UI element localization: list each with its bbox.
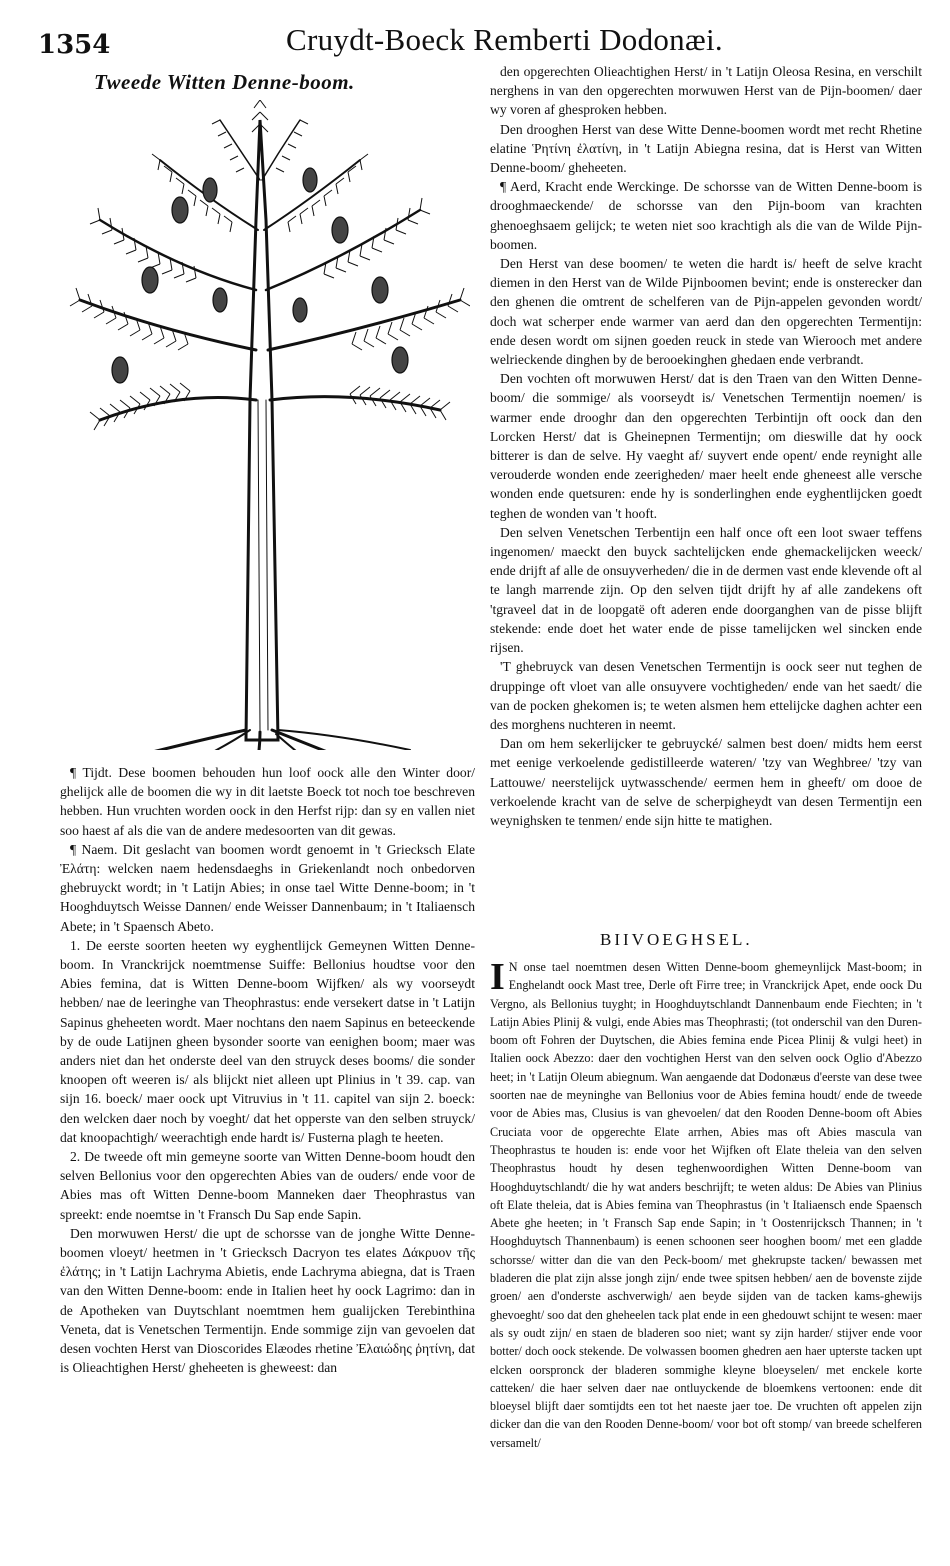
left-column-text — [60, 763, 475, 1378]
paragraph-safety: Dan om hem sekerlijcker te gebruycké/ salmen best doen/ midts hem eerst met eenige verkoelende gedistilleerde wateren/ 'tzy van Weghbree/ 'tzy van Lattouwe/ neerstelijck uytwasschende/ eermen hem in gheeft/ om dooe de verkoelende kracht van de selve de scherpigheydt van desen Termentijn een weynighsken te tenmen/ ende sijn hitte te matighen. — [490, 736, 922, 828]
paragraph-dose: Den selven Venetschen Terbentijn een half once oft een loot swaer teffens ingenomen/ maeckt den buyck sachtelijcken ende ghemackelijcken weeck/ ende drijft af alle de onsuyverheden/ die in de dermen vast ende klevende oft al te langh marrende zijn. Op den selven tijdt drijft hy af alle zandekens oft 'tgraveel dat in de loopgatë oft aderen ende doorganghen van de pisse blijft stekende: ende doet het water ende de pisse tamelijcken wel sincken ende rijsen. — [490, 524, 922, 656]
paragraph-second-kind: 2. De tweede oft min gemeyne soorte van Witten Denne-boom houdt den selven Bellonius voor den opgerechten Abies van de ouders/ ende voor de Abies mas oft Witten Denne-boom Manneken daer Theophrastus van spreekt: ende noemtse in 't Fransch Du Sap ende Sapin. — [60, 1149, 475, 1222]
paragraph-naem: ¶ Naem. Dit geslacht van boomen wordt genoemt in 't Griecksch Elate Ἐλάτη: welcken naem hedensdaeghs in Griekenlandt noch onbedorven ghebruyckt wordt; in 't Latijn Abies; in onse tael Witte Denne-boom; in 't Hooghduytsch Weisse Dannen/ ende Weisser Dannenbaum; in 't Italiaensch Abete; in 't Spaensch Abeto. — [60, 841, 475, 934]
paragraph-soft-resin: Den vochten oft morwuwen Herst/ dat is den Traen van den Witten Denne-boom/ die sommige/ als voorseydt is/ Venetschen Termentijn noemen/ is warmer ende drooghr dan den opgerechten Terbintijn oft oock dan den Lorcken Herst/ dat is Gheinepnen Termentijn; om dieswille dat hy oock bitterer is dan de selve. Hy vaeght af/ suyvert ende opent/ ende reynight alle verouderde wonden ende zeerigheden/ maer heelt ende gheneest alle versche wonden ende quetsuren: ende hy is sonderlinghen ende eyghentlijcken goedt teghen de wonden van 't hooft. — [490, 371, 922, 521]
paragraph-oleosa: den opgerechten Olieachtighen Herst/ in 't Latijn Oleosa Resina, en verschilt nerghens in van den opgerechten morwuwen Herst van de Pijn-boomen/ daer wy voren af ghesproken hebben. — [490, 64, 922, 118]
addition-text: N onse tael noemtmen desen Witten Denne-boom ghemeynlijck Mast-boom; in Enghelandt oock Mast tree, Derle oft Firre tree; in Vranckrijck Apet, ende oock Du Vergno, als Bellonius tuyght; in Hooghduytschlandt Dannenbaum ende Fiechten; in 't Latijn Abies Plinij & vulgi, ende Abies mas Theophrasti; (tot onderschil van den Duren-boom oft Fohren der Duytschen, die Abies femina ende Picea Plinij & vulgi heet) in Italien oock Abezzo: daer den vochtighen Herst van den selven oock Oglio d'Abezzo heet; in 't Latijn Oleum abiegnum. Wan aengaende dat Dodonæus d'eerste van dese twee soorten nae de meyninghe van Bellonius voor de Abies femina houdt/ ende de tweede voor de Abies mas, Clusius is van ghevoelen/ dat den Rooden Denne-boom oft Abies Cruciata voor de opgerechte Elate arrhen, Abies mas oft Abies mascula van Theophrastus te houden is: ende voor het Wijfken oft Elate theleia van den selven Theophrastus houdt hy desen teghenwoordighen Witten Denne-boom van Hooghduytschlandt/ die hy wat anders beschrijft; te weten aldus: De Abies van Plinius oft Elate theleia, dat is Abies femina van Theophrastus (in 't Italiaensch ende Spaensch Abete ghe heeten; in 't Fransch Sap ende Sapin; in 't Oostenrijcksch Thannen; in 't Hooghduytsch Thannenbaum) is eenen schoonen seer hooghen boom/ met een gladde schorsse/ witter dan die van den Peck-boom/ met ghekrupste tacken/ bewassen met bladeren die plat zijn alsse jongh zijn/ ende twee spitsen hebben/ aen de bovenste zijde groen/ aen d'onderste aschverwigh/ aen beyde sijden van de tacken kams-ghewijs ghevoeght/ soo dat den gheheelen tack plat ende in een ghedouwt schijnt te wesen: maer als sy oudt zijn/ en staen de bladeren soo niet; want sy zijn harder/ stijver ende voor botter/ doch oock stekende. De volwassen boomen ghedren aen haer upterste tacken upt elcken oorspronck der bladeren sommighe kleyne bloeyselen/ met enckele korte catteken/ die haer selven daer nae ontluyckende de bloemkens vertoonen: ende dit bloeysel blijft daer somtijdts een tot het naeste jaer toe. De vruchten oft appelen zijn dicker dan die van den Rooden Denne-boom/ voor bot oft stomp/ van breede schelferen versamelt/ — [490, 960, 922, 1450]
page-header — [0, 22, 950, 62]
paragraph-dry-resin: Den drooghen Herst van dese Witte Denne-boomen wordt met recht Rhetine elatine Ῥητίνη ἐλατίνη, in 't Latijn Abiegna resina, dat is Herst van Witten Denne-boom/ gheheeten. — [490, 121, 922, 176]
addition-text-block — [490, 958, 922, 1452]
paragraph-resin: Den morwuwen Herst/ die upt de schorsse van de jonghe Witte Denne-boomen vloeyt/ heetmen in 't Griecksch Dacryon tes elates Δάκρυον τῆς ἐλάτης; in 't Latijn Lachryma Abietis, ende Lachryma abiegna, dat is Traen van den Witten Denne-boom: ende in Italien heet hy oock Lagrimo: dan in de Apotheken van Duytschlant noemtmen hem gualijcken Terebinthina Veneta, dat is Venetschen Termentijn. Ende sommige zijn van gevoelen dat desen vochten Herst van Dioscorides Elæodes rhetine Ἐλαιώδης ῥητίνη, dat is Olieachtighen Herst/ gheheeten is gheweest: dan — [60, 1225, 475, 1376]
running-title: Cruydt-Boeck Remberti Dodonæi. — [286, 22, 723, 57]
page-number: 1354 — [38, 30, 111, 60]
tree-illustration — [60, 100, 470, 750]
addition-heading: BIIVOEGHSEL. — [600, 930, 753, 949]
paragraph-tijdt: ¶ Tijdt. Dese boomen behouden hun loof oock alle den Winter door/ ghelijck alle de boomen die wy in dit laetste Boeck tot noch toe beschreven hebben. Hun vruchten worden oock in den Herfst rijp: dan sy en vallen niet soo haest af als die van de andere medesoorten van dit gewas. — [60, 765, 475, 838]
paragraph-hard-resin: Den Herst van dese boomen/ te weten die hardt is/ heeft de selve kracht diemen in den Herst van de Wilde Pijnboomen bevint; ende is onsterecker dan den ghenen die omtrent de schelferen van de Pijn-appelen gevonden wordt/ doch wat scherper ende warmer van aerd dan den opgerechten Termentijn: ende desen wordt om sijnen goeden reuck in stede van Wierooch met andere welrieckende dinghen by de berooekinghen ghedaen ende verbrandt. — [490, 256, 922, 368]
paragraph-aerd: ¶ Aerd, Kracht ende Werckinge. De schorsse van de Witten Denne-boom is drooghmaeckende/ de schorsse van den Pijn-boom van krachten ghenoeghsaem gelijck; te weten niet soo krachtigh als die van de Wilde Pijn-boomen. — [490, 179, 922, 252]
paragraph-first-kind: 1. De eerste soorten heeten wy eyghentlijck Gemeynen Witten Denne-boom. In Vranckrijck noemtmense Suiffe: Bellonius houdtse voor den Abies femina, dat is Witten Denne-boom Wijfken/ als wy voorseydt hebben/ nae de leeringhe van Theophrastus: ende versekert datse in 't Latijn Sapinus gheheeten wordt. Maer nochtans den naem Sapinus en beteeckende by de oude Latijnen gheen bysonder soorte van eenighen boom; maer was anders niet dan het onderste deel van den struyck deses booms/ die sonder knoopen oft weeren is/ als blijckt niet alleen upt Plinius in 't 39. cap. van sijn 16. boeck/ maer oock upt Vitruvius in 't 11. capitel van sijn 2. boeck: den welcken daer noch by voeght/ dat het opperste van den selben struyck/ dat knoopachtigh/ weerachtigh ende hardt is/ Fusterna plagh te heeten. — [60, 937, 475, 1145]
dropcap: I — [490, 956, 505, 998]
right-column-text — [490, 62, 922, 830]
paragraph-use: 'T ghebruyck van desen Venetschen Termentijn is oock seer nut teghen de druppinge oft vloet van alle onsuyvere vochtigheden/ ende van het saedt/ die van de pocken ghekomen is; te weten alsmen hem ettelijcke daghen achter een des morghens nuchteren in neemt. — [490, 659, 922, 732]
figure-caption: Tweede Witten Denne-boom. — [94, 70, 355, 94]
